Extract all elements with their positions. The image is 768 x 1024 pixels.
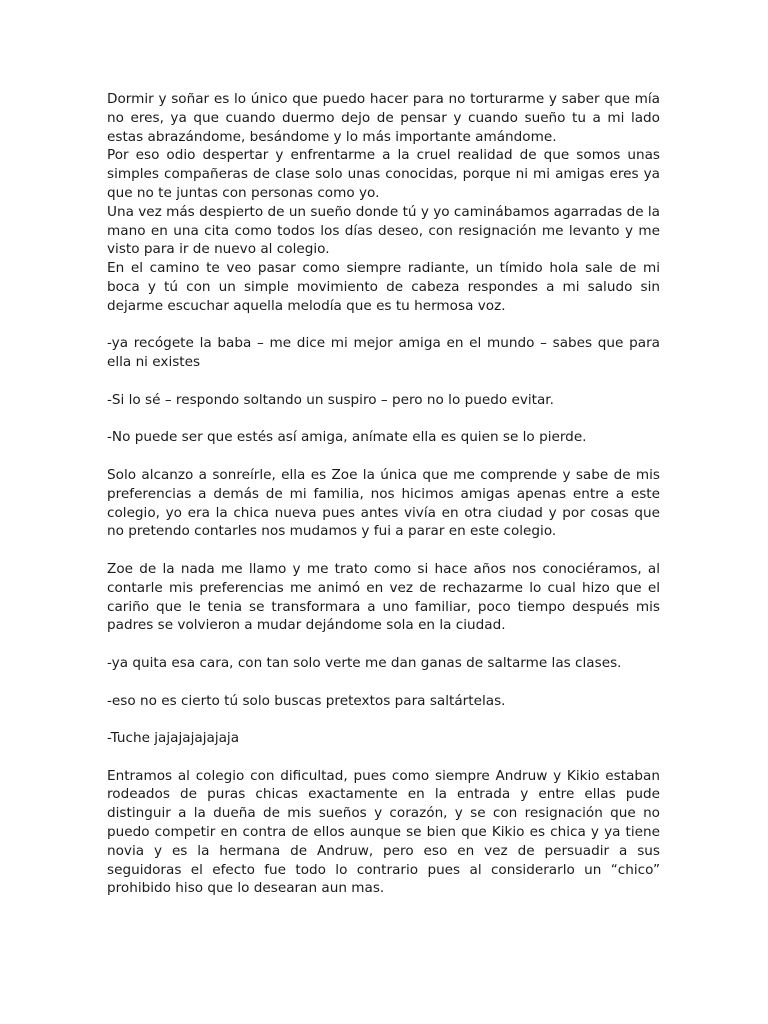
paragraph-5: Solo alcanzo a sonreírle, ella es Zoe la única que me comprende y sabe de mis preferencias a demás de mi familia, nos hicimos amigas apenas entre a este colegio, yo era la chica nueva pues antes vivía en otra ciudad y por cosas que no pretendo contarles nos mudamos y fui a parar en este colegio. — [107, 466, 660, 540]
dialogue-line-1: -ya recógete la baba – me dice mi mejor amiga en el mundo – sabes que para ella ni existes — [107, 335, 660, 371]
document-body — [107, 90, 660, 898]
paragraph-1: Dormir y soñar es lo único que puedo hacer para no torturarme y saber que mía no eres, ya que cuando duermo dejo de pensar y cuando sueño tu a mi lado estas abrazándome, besándome y lo más importante amándome. — [107, 91, 660, 145]
dialogue-line-4: -ya quita esa cara, con tan solo verte me dan ganas de saltarme las clases. — [107, 654, 622, 671]
dialogue-line-6: -Tuche jajajajajajaja — [107, 730, 240, 747]
paragraph-2: Por eso odio despertar y enfrentarme a la cruel realidad de que somos unas simples compañeras de clase solo unas conocidas, porque ni mi amigas eres ya que no te juntas con personas como yo. — [107, 147, 660, 201]
dialogue-line-3: -No puede ser que estés así amiga, anímate ella es quien se lo pierde. — [107, 429, 587, 446]
paragraph-3: Una vez más despierto de un sueño donde tú y yo caminábamos agarradas de la mano en una cita como todos los días deseo, con resignación me levanto y me visto para ir de nuevo al colegio. — [107, 203, 660, 258]
paragraph-4: En el camino te veo pasar como siempre radiante, un tímido hola sale de mi boca y tú con un simple movimiento de cabeza respondes a mi saludo sin dejarme escuchar aquella melodía que es tu hermosa voz. — [107, 260, 660, 314]
paragraph-6: Zoe de la nada me llamo y me trato como si hace años nos conociéramos, al contarle mis preferencias me animó en vez de rechazarme lo cual hizo que el cariño que le tenia se transformara a uno familiar, poco tiempo después mis padres se volvieron a mudar dejándome sola en la ciudad. — [107, 560, 660, 634]
dialogue-line-2: -Si lo sé – respondo soltando un suspiro – pero no lo puedo evitar. — [107, 391, 554, 408]
dialogue-line-5: -eso no es cierto tú solo buscas pretextos para saltártelas. — [107, 692, 506, 709]
paragraph-7: Entramos al colegio con dificultad, pues como siempre Andruw y Kikio estaban rodeados de puras chicas exactamente en la entrada y entre ellas pude distinguir a la dueña de mis sueños y corazón, y se con resignación que no puedo competir en contra de ellos aunque se bien que Kikio es chica y ya tiene novia y es la hermana de Andruw, pero eso en vez de persuadir a sus seguidoras el efecto fue todo lo contrario pues al considerarlo un “chico” prohibido hiso que lo desearan aun mas. — [107, 767, 660, 897]
